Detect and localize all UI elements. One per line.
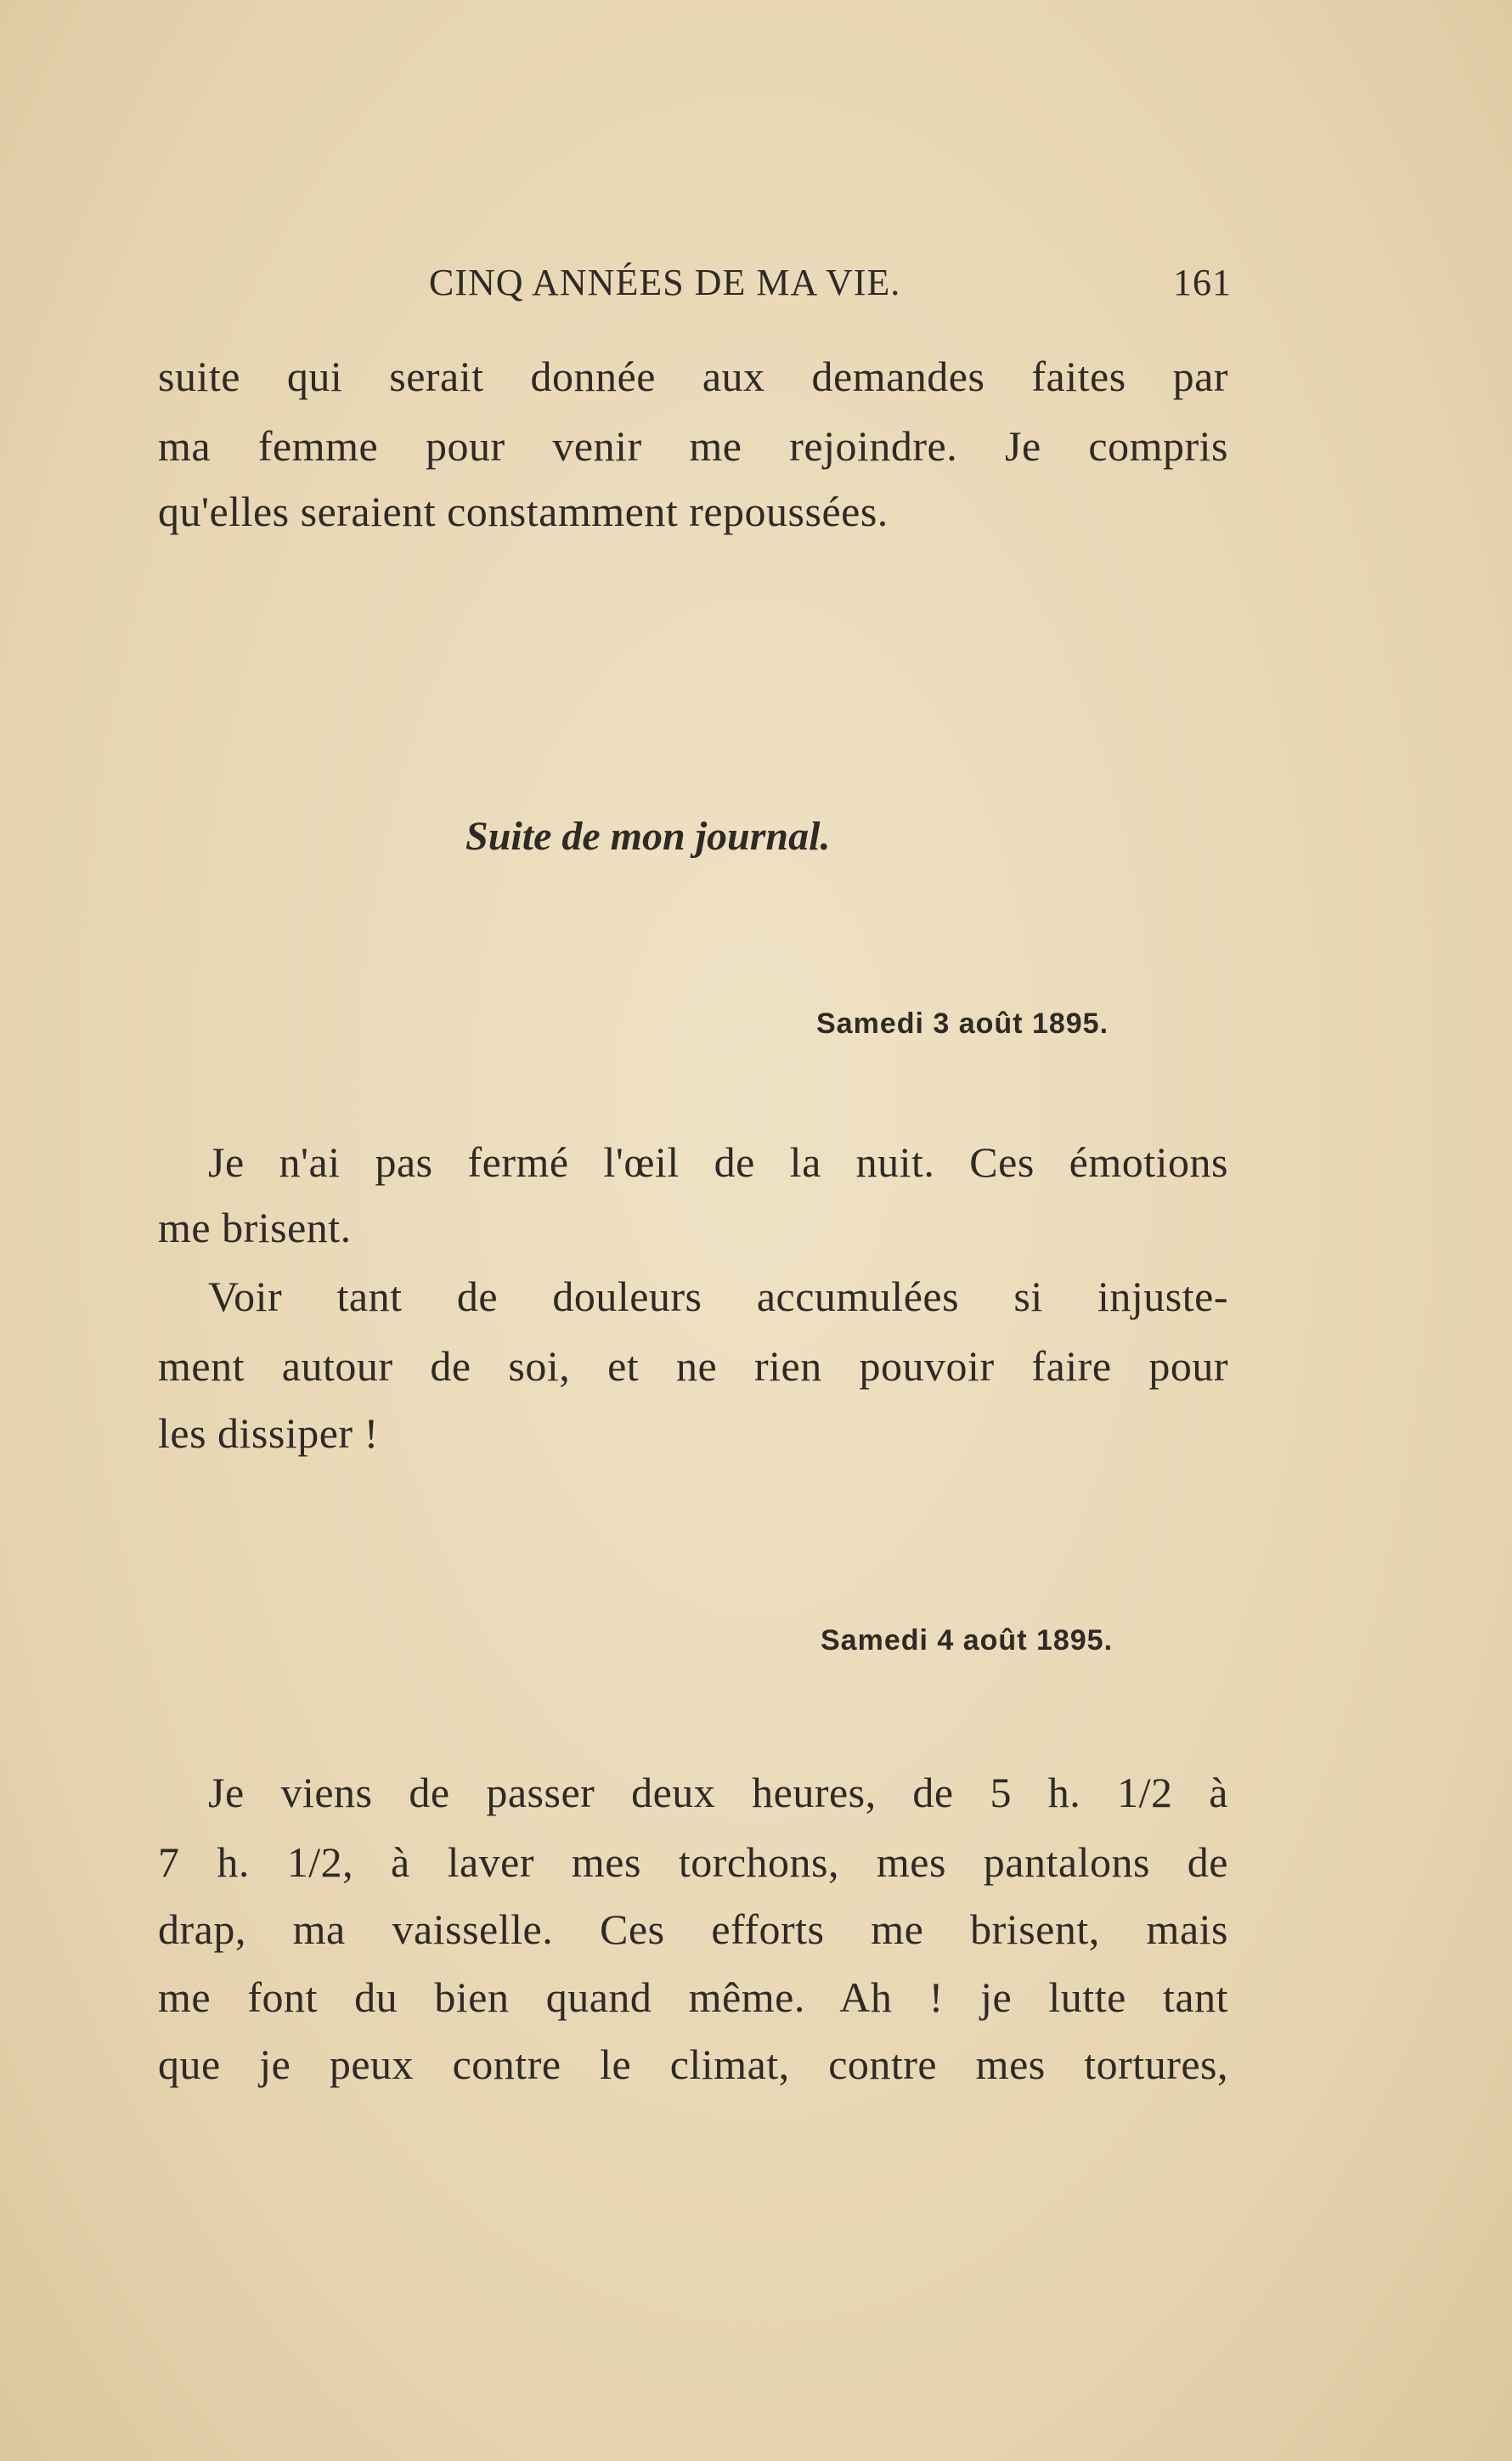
text-line: suite qui serait donnée aux demandes faites par xyxy=(158,353,1228,400)
text-line: les dissiper ! xyxy=(158,1409,379,1457)
text-line: Je n'ai pas fermé l'œil de la nuit. Ces émotions xyxy=(208,1138,1228,1186)
text-line: me font du bien quand même. Ah ! je lutte tant xyxy=(158,1973,1228,2021)
text-line: ma femme pour venir me rejoindre. Je compris xyxy=(158,422,1228,470)
text-line: Je viens de passer deux heures, de 5 h. 1/2 à xyxy=(208,1769,1228,1816)
text-line: 7 h. 1/2, à laver mes torchons, mes pantalons de xyxy=(158,1838,1228,1886)
journal-date: Samedi 3 août 1895. xyxy=(816,1008,1109,1040)
page-number: 161 xyxy=(1173,262,1232,303)
running-title: CINQ ANNÉES DE MA VIE. xyxy=(429,262,901,303)
text-line: ment autour de soi, et ne rien pouvoir faire pour xyxy=(158,1342,1228,1390)
text-line: qu'elles seraient constamment repoussées. xyxy=(158,488,889,535)
text-line: Voir tant de douleurs accumulées si injuste- xyxy=(208,1273,1228,1320)
journal-date: Samedi 4 août 1895. xyxy=(821,1624,1114,1657)
text-line: que je peux contre le climat, contre mes tortures, xyxy=(158,2040,1228,2088)
text-line: drap, ma vaisselle. Ces efforts me brisent, mais xyxy=(158,1905,1228,1953)
running-header xyxy=(429,257,1232,308)
text-line: me brisent. xyxy=(158,1204,352,1251)
section-title: Suite de mon journal. xyxy=(465,814,831,859)
